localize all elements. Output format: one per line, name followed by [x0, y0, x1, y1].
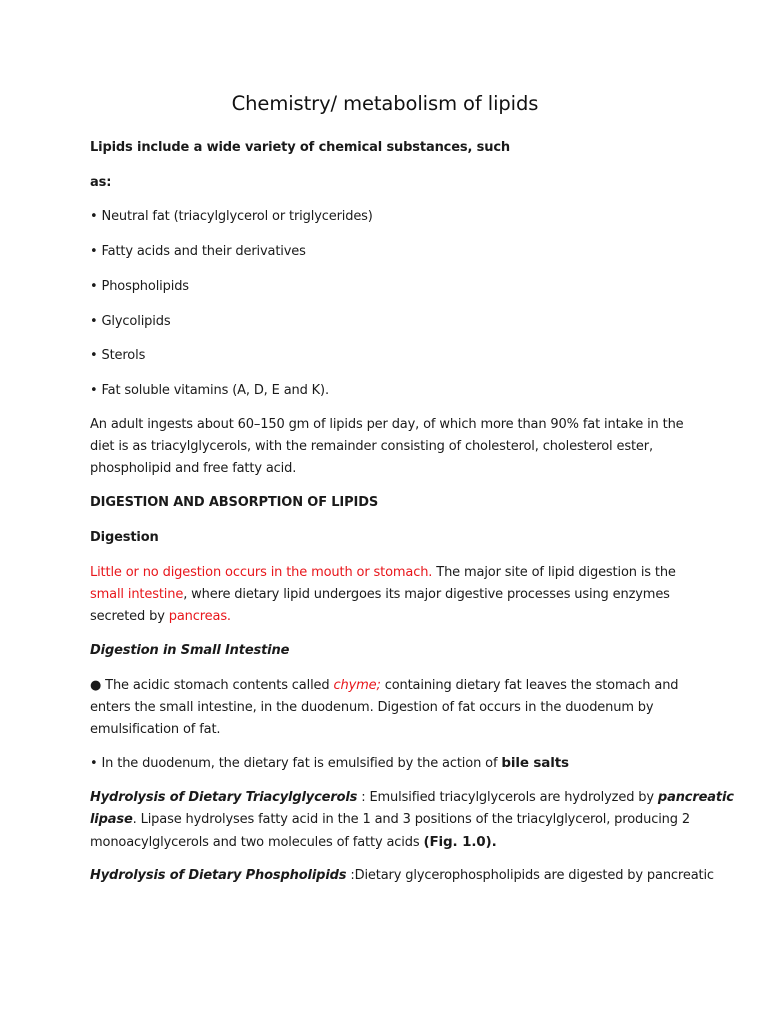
body-text: , where dietary lipid undergoes its major digestive processes using enzymes [183, 587, 670, 602]
body-text: The major site of lipid digestion is the [432, 565, 676, 580]
page-title: Chemistry/ metabolism of lipids [231, 92, 539, 115]
body-text: . Lipase hydrolyses fatty acid in the 1 and 3 positions of the triacylglycerol, producing 2 [132, 812, 690, 827]
hydrolysis-tag-line-2 [90, 809, 690, 831]
small-intestine-heading: Digestion in Small Intestine [90, 643, 290, 658]
hydrolysis-tag-line-1 [90, 787, 734, 809]
list-item: • Sterols [90, 348, 146, 363]
chyme-para-line-3: emulsification of fat. [90, 722, 221, 737]
bold-italic-text: lipase [90, 812, 133, 827]
intro-line-2: as: [90, 175, 112, 190]
hydrolysis-phospho-heading: Hydrolysis of Dietary Phospholipids [90, 868, 347, 883]
body-text: ● The acidic stomach contents called [90, 678, 334, 693]
hydrolysis-tag-line-3 [90, 831, 497, 854]
list-item: • Fatty acids and their derivatives [90, 244, 306, 259]
intro-line-1: Lipids include a wide variety of chemical substances, such [90, 140, 511, 155]
list-item: • Neutral fat (triacylglycerol or triglycerides) [90, 209, 373, 224]
chyme-para-line-1 [90, 675, 678, 697]
section-heading: DIGESTION AND ABSORPTION OF LIPIDS [90, 495, 379, 510]
red-italic-text: chyme; [333, 678, 381, 693]
digestion-para-line-3 [90, 606, 231, 628]
red-text: Little or no digestion occurs in the mouth or stomach. [90, 565, 433, 580]
adult-para-line-1: An adult ingests about 60–150 gm of lipids per day, of which more than 90% fat intake in the [90, 417, 684, 432]
body-text: secreted by [90, 609, 169, 624]
body-text: monoacylglycerols and two molecules of fatty acids [90, 835, 424, 850]
bold-italic-text: pancreatic [657, 790, 734, 805]
adult-para-line-3: phospholipid and free fatty acid. [90, 461, 297, 476]
adult-para-line-2: diet is as triacylglycerols, with the remainder consisting of cholesterol, cholesterol ester, [90, 439, 653, 454]
duodenum-para [90, 752, 569, 775]
figure-ref: (Fig. 1.0). [423, 834, 497, 850]
chyme-para-line-2: enters the small intestine, in the duodenum. Digestion of fat occurs in the duodenum by [90, 700, 654, 715]
red-text: small intestine [90, 587, 184, 602]
list-item: • Glycolipids [90, 314, 171, 329]
body-text: containing dietary fat leaves the stomach and [380, 678, 679, 693]
digestion-heading: Digestion [90, 530, 159, 545]
digestion-para-line-1 [90, 562, 676, 584]
hydrolysis-phospho-line-1 [90, 865, 714, 887]
bold-text: bile salts [501, 755, 569, 771]
list-item: • Phospholipids [90, 279, 189, 294]
red-text: pancreas. [168, 609, 231, 624]
hydrolysis-tag-heading: Hydrolysis of Dietary Triacylglycerols [90, 790, 358, 805]
body-text: • In the duodenum, the dietary fat is emulsified by the action of [90, 756, 502, 771]
body-text: : Emulsified triacylglycerols are hydrolyzed by [357, 790, 658, 805]
body-text: :Dietary glycerophospholipids are digested by pancreatic [346, 868, 714, 883]
list-item: • Fat soluble vitamins (A, D, E and K). [90, 383, 329, 398]
digestion-para-line-2 [90, 584, 670, 606]
